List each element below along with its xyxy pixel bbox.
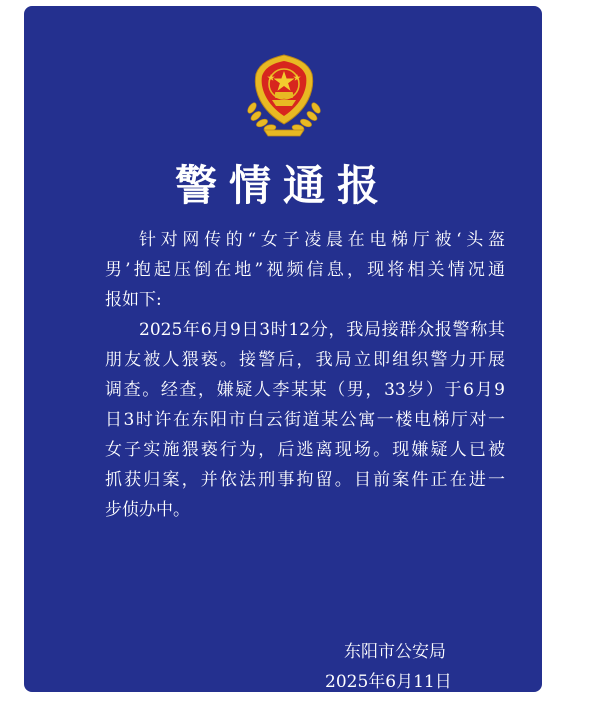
paragraph-2-line: 朋友被人猥亵。接警后，我局立即组织警力开展 — [105, 350, 505, 370]
notice-card — [24, 6, 542, 692]
paragraph-2-line: 2025年6月9日3时12分，我局接群众报警称其 — [139, 320, 505, 340]
paragraph-2-line: 日3时许在东阳市白云街道某公寓一楼电梯厅对一 — [105, 410, 505, 430]
issue-date: 2025年6月11日 — [325, 672, 452, 692]
police-badge-icon — [242, 52, 326, 138]
paragraph-1-line: 报如下: — [105, 290, 162, 310]
paragraph-1-line: 男’抱起压倒在地”视频信息，现将相关情况通 — [105, 260, 505, 280]
paragraph-2-line: 步侦办中。 — [105, 500, 190, 520]
notice-title: 警情通报 — [174, 161, 391, 210]
notice-body — [105, 225, 505, 525]
paragraph-1-line: 针对网传的“女子凌晨在电梯厅被‘头盔 — [139, 230, 505, 250]
paragraph-2-line: 女子实施猥亵行为，后逃离现场。现嫌疑人已被 — [105, 440, 505, 460]
paragraph-2-line: 调查。经查，嫌疑人李某某（男，33岁）于6月9 — [105, 380, 505, 400]
paragraph-2-line: 抓获归案，并依法刑事拘留。目前案件正在进一 — [105, 470, 505, 490]
issuer-name: 东阳市公安局 — [344, 642, 446, 662]
